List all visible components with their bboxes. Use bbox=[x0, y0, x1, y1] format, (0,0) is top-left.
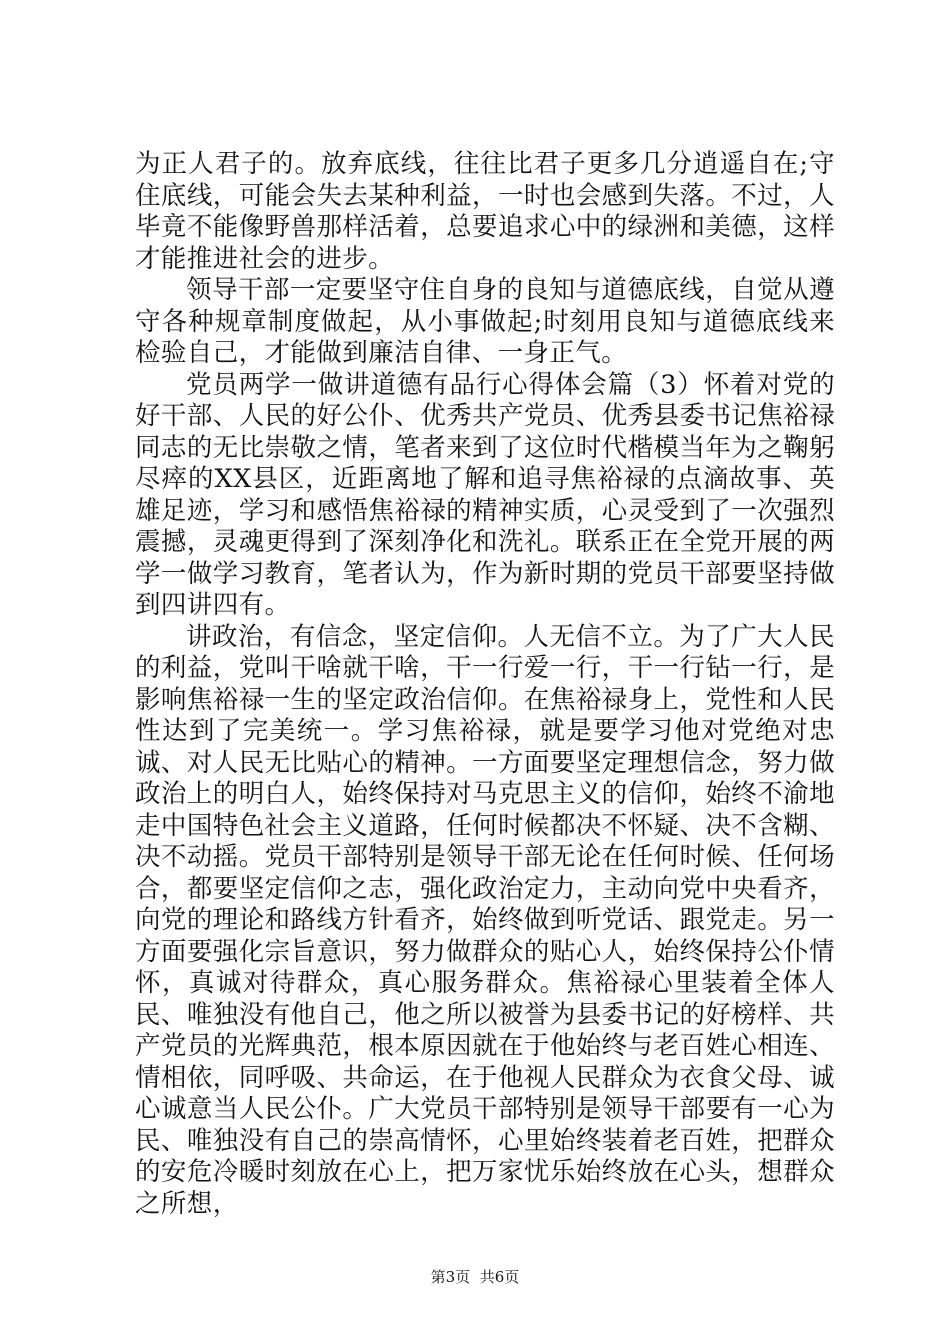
paragraph-3: 党员两学一做讲道德有品行心得体会篇（3）怀着对党的好干部、人民的好公仆、优秀共产党员、优秀县委书记焦裕禄同志的无比崇敬之情，笔者来到了这位时代楷模当年为之鞠躬尽瘁的XX县区，近距离地了解和追寻焦裕禄的点滴故事、英雄足迹，学习和感悟焦裕禄的精神实质，心灵受到了一次强烈震撼，灵魂更得到了深刻净化和洗礼。联系正在全党开展的两学一做学习教育，笔者认为，作为新时期的党员干部要坚持做到四讲四有。 bbox=[135, 369, 835, 620]
page-footer bbox=[0, 1267, 950, 1287]
paragraph-2: 领导干部一定要坚守住自身的良知与道德底线，自觉从遵守各种规章制度做起，从小事做起;时刻用良知与道德底线来检验自己，才能做到廉洁自律、一身正气。 bbox=[135, 275, 835, 368]
footer-separator bbox=[470, 1268, 480, 1286]
page-number-total: 共6页 bbox=[479, 1268, 520, 1286]
page-number-current: 第3页 bbox=[430, 1268, 471, 1286]
paragraph-1: 为正人君子的。放弃底线，往往比君子更多几分逍遥自在;守住底线，可能会失去某种利益，一时也会感到失落。不过，人毕竟不能像野兽那样活着，总要追求心中的绿洲和美德，这样才能推进社会的进步。 bbox=[135, 149, 835, 274]
paragraph-4: 讲政治，有信念，坚定信仰。人无信不立。为了广大人民的利益，党叫干啥就干啥，干一行爱一行，干一行钻一行，是影响焦裕禄一生的坚定政治信仰。在焦裕禄身上，党性和人民性达到了完美统一。学习焦裕禄，就是要学习他对党绝对忠诚、对人民无比贴心的精神。一方面要坚定理想信念，努力做政治上的明白人，始终保持对马克思主义的信仰，始终不渝地走中国特色社会主义道路，任何时候都决不怀疑、决不含糊、决不动摇。党员干部特别是领导干部无论在任何时候、任何场合，都要坚定信仰之志，强化政治定力，主动向党中央看齐，向党的理论和路线方针看齐，始终做到听党话、跟党走。另一方面要强化宗旨意识，努力做群众的贴心人，始终保持公仆情怀，真诚对待群众，真心服务群众。焦裕禄心里装着全体人民、唯独没有他自己，他之所以被誉为县委书记的好榜样、共产党员的光辉典范，根本原因就在于他始终与老百姓心相连、情相依，同呼吸、共命运，在于他视人民群众为衣食父母、诚心诚意当人民公仆。广大党员干部特别是领导干部要有一心为民、唯独没有自己的崇高情怀，心里始终装着老百姓，把群众的安危冷暖时刻放在心上，把万家忧乐始终放在心头，想群众之所想， bbox=[135, 621, 835, 1219]
document-body bbox=[135, 149, 835, 1220]
